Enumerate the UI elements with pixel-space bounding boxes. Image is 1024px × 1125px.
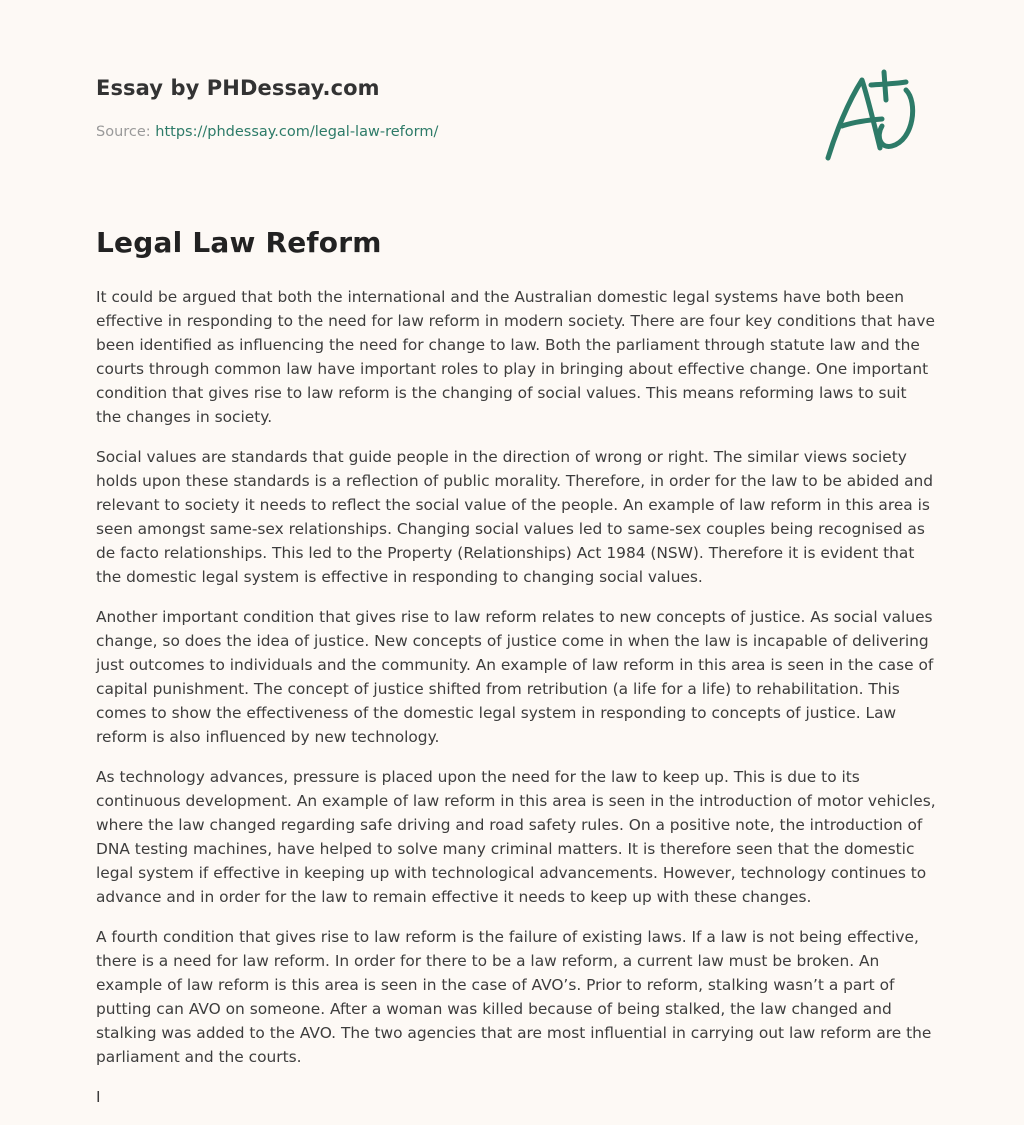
essay-paragraph: Another important condition that gives rise to law reform relates to new concepts of justice. As social values change, so does the idea of justice. New concepts of justice come in when the law is incapable of delivering just outcomes to individuals and the community. An example of law reform in this area is seen in the case of capital punishment. The concept of justice shifted from retribution (a life for a life) to rehabilitation. This comes to show the effectiveness of the domestic legal system in responding to concepts of justice. Law reform is also influenced by new technology. [96,608,934,746]
source-label: Source: [96,124,151,140]
brand-title: Essay by PHDessay.com [96,76,380,100]
essay-page [96,0,936,1106]
essay-paragraph: It could be argued that both the international and the Australian domestic legal systems have both been effective in responding to the need for law reform in modern society. There are four key conditions that have been identified as influencing the need for change to law. Both the parliament through statute law and the courts through common law have important roles to play in bringing about effective change. One important condition that gives rise to law reform is the changing of social values. This means reforming laws to suit the changes in society. [96,288,935,426]
essay-paragraph: A fourth condition that gives rise to law reform is the failure of existing laws. If a law is not being effective, there is a need for law reform. In order for there to be a law reform, a current law must be broken. An example of law reform is this area is seen in the case of AVO’s. Prior to reform, stalking wasn’t a part of putting can AVO on someone. After a woman was killed because of being stalked, the law changed and stalking was added to the AVO. The two agencies that are most influential in carrying out law reform are the parliament and the courts. [96,928,932,1066]
source-line [96,124,438,140]
page-header [96,0,932,200]
a-plus-grade-icon [824,68,924,164]
essay-title: Legal Law Reform [96,226,382,259]
truncated-text: I [96,1088,101,1106]
essay-paragraph: As technology advances, pressure is placed upon the need for the law to keep up. This is due to its continuous development. An example of law reform in this area is seen in the introduction of motor vehicles, where the law changed regarding safe driving and road safety rules. On a positive note, the introduction of DNA testing machines, have helped to solve many criminal matters. It is therefore seen that the domestic legal system if effective in keeping up with technological advancements. However, technology continues to advance and in order for the law to remain effective it needs to keep up with these changes. [96,768,936,906]
essay-body [96,285,936,1125]
source-link[interactable]: https://phdessay.com/legal-law-reform/ [155,124,439,140]
essay-paragraph: Social values are standards that guide people in the direction of wrong or right. The similar views society holds upon these standards is a reflection of public morality. Therefore, in order for the law to be abided and relevant to society it needs to reflect the social value of the people. An example of law reform in this area is seen amongst same-sex relationships. Changing social values led to same-sex couples being recognised as de facto relationships. This led to the Property (Relationships) Act 1984 (NSW). Therefore it is evident that the domestic legal system is effective in responding to changing social values. [96,448,934,586]
